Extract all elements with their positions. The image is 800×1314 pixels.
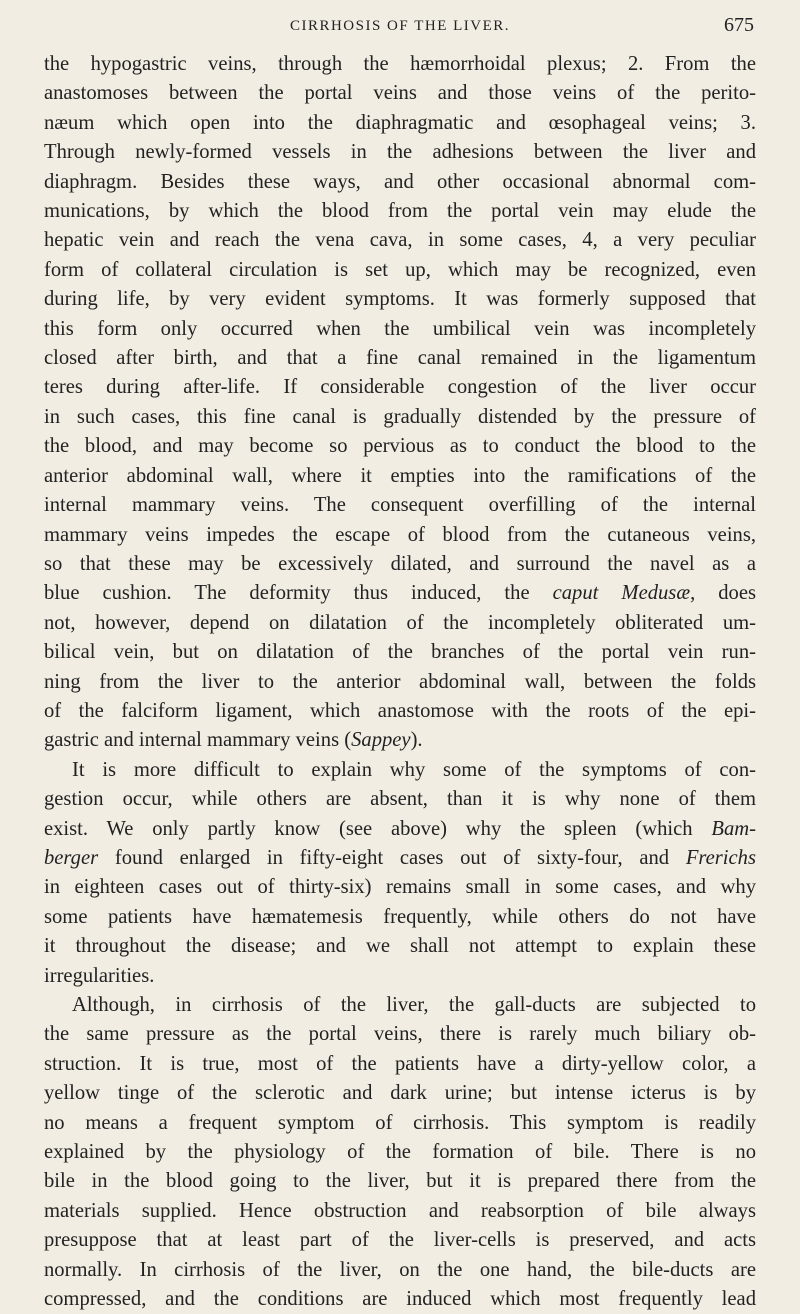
- text-line: Although, in cirrhosis of the liver, the gall-ducts are subjected to: [72, 994, 756, 1016]
- text-line: exist. We only partly know (see above) why the spleen (which Bam-: [44, 817, 756, 840]
- text-line: bile in the blood going to the liver, but it is prepared there from the: [44, 1170, 756, 1193]
- text-line: munications, by which the blood from the portal vein may elude the: [44, 200, 756, 223]
- text-line: yellow tinge of the sclerotic and dark urine; but intense icterus is by: [44, 1082, 756, 1105]
- text-line: compressed, and the conditions are induced which most frequently lead: [44, 1288, 756, 1311]
- text-line: mammary veins impedes the escape of blood from the cutaneous veins,: [44, 523, 756, 546]
- text-line: presuppose that at least part of the liver-cells is preserved, and acts: [44, 1229, 756, 1252]
- text-line: it throughout the disease; and we shall not attempt to explain these: [44, 935, 756, 958]
- text-line: the blood, and may become so pervious as to conduct the blood to the: [44, 435, 756, 458]
- text-line: Through newly-formed vessels in the adhesions between the liver and: [44, 141, 756, 164]
- text-line: during life, by very evident symptoms. It was formerly supposed that: [44, 288, 756, 311]
- running-head: [44, 14, 756, 40]
- paragraph: [44, 756, 756, 991]
- text-line: ning from the liver to the anterior abdominal wall, between the folds: [44, 670, 756, 693]
- text-line: in such cases, this fine canal is gradually distended by the pressure of: [44, 405, 756, 428]
- text-line: gastric and internal mammary veins (Sappey).: [44, 729, 423, 752]
- text-line: in eighteen cases out of thirty-six) remains small in some cases, and why: [44, 876, 756, 899]
- text-line: diaphragm. Besides these ways, and other occasional abnormal com-: [44, 170, 756, 193]
- book-page: [44, 14, 756, 1311]
- text-line: blue cushion. The deformity thus induced, the caput Medusæ, does: [44, 582, 756, 605]
- text-line: It is more difficult to explain why some of the symptoms of con-: [72, 758, 756, 781]
- text-line: form of collateral circulation is set up, which may be recognized, even: [44, 258, 756, 281]
- text-line: not, however, depend on dilatation of the incompletely obliterated um-: [44, 611, 756, 634]
- text-line: struction. It is true, most of the patients have a dirty-yellow color, a: [44, 1052, 756, 1075]
- text-line: næum which open into the diaphragmatic and œsophageal veins; 3.: [44, 111, 756, 134]
- page-number: 675: [724, 14, 754, 36]
- text-line: anterior abdominal wall, where it empties into the ramifications of the: [44, 464, 756, 487]
- text-line: this form only occurred when the umbilical vein was incompletely: [44, 317, 756, 340]
- text-line: internal mammary veins. The consequent overfilling of the internal: [44, 494, 756, 517]
- text-line: bilical vein, but on dilatation of the branches of the portal vein run-: [44, 641, 756, 664]
- text-line: of the falciform ligament, which anastomose with the roots of the epi-: [44, 699, 756, 722]
- text-line: the hypogastric veins, through the hæmorrhoidal plexus; 2. From the: [44, 53, 756, 75]
- text-line: gestion occur, while others are absent, than it is why none of them: [44, 788, 756, 811]
- text-line: no means a frequent symptom of cirrhosis. This symptom is readily: [44, 1111, 756, 1134]
- text-line: anastomoses between the portal veins and those veins of the perito-: [44, 82, 756, 105]
- running-title: CIRRHOSIS OF THE LIVER.: [289, 18, 511, 34]
- paragraph: [44, 50, 756, 756]
- text-line: closed after birth, and that a fine canal remained in the ligamentum: [44, 347, 756, 370]
- text-line: so that these may be excessively dilated, and surround the navel as a: [44, 552, 756, 575]
- text-line: normally. In cirrhosis of the liver, on the one hand, the bile-ducts are: [44, 1258, 756, 1281]
- text-line: berger found enlarged in fifty-eight cases out of sixty-four, and Frerichs: [44, 846, 756, 869]
- text-line: materials supplied. Hence obstruction and reabsorption of bile always: [44, 1199, 756, 1222]
- text-line: the same pressure as the portal veins, there is rarely much biliary ob-: [44, 1023, 756, 1046]
- text-body: [44, 50, 756, 1314]
- text-line: explained by the physiology of the formation of bile. There is no: [44, 1141, 756, 1164]
- text-line: teres during after-life. If considerable congestion of the liver occur: [44, 376, 756, 399]
- text-line: hepatic vein and reach the vena cava, in some cases, 4, a very peculiar: [44, 229, 756, 252]
- text-line: irregularities.: [44, 964, 155, 987]
- text-line: some patients have hæmatemesis frequently, while others do not have: [44, 905, 756, 928]
- paragraph: [44, 991, 756, 1314]
